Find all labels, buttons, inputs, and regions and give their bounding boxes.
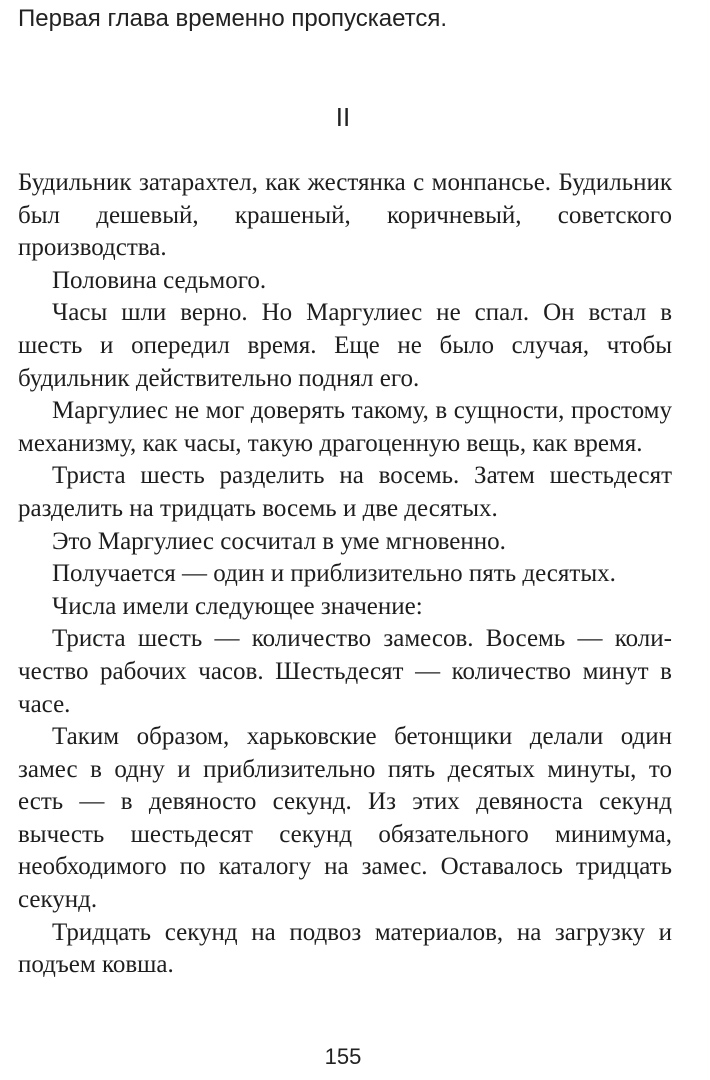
- paragraph: Половина седьмого.: [52, 266, 267, 294]
- chapter-text: [18, 167, 672, 982]
- paragraph: Это Маргулиес сосчитал в уме мгновенно.: [52, 527, 506, 555]
- paragraph: Тридцать секунд на подвоз материалов, на загрузку и подъем ковша.: [18, 918, 672, 979]
- paragraph: Числа имели следующее значение:: [52, 592, 423, 620]
- paragraph: Маргулиес не мог доверять такому, в сущности, простому механизму, как часы, такую драгоценную вещь, как время.: [18, 397, 672, 457]
- intro-line: Первая глава временно пропускается.: [18, 5, 448, 32]
- paragraph: Получается — один и приблизительно пять десятых.: [52, 560, 616, 588]
- page-number: 155: [324, 1044, 362, 1069]
- chapter-number: II: [335, 102, 351, 132]
- paragraph: Будильник затарахтел, как жестянка с монпансье. Будильник был дешевый, крашеный, коричневый, советского производства.: [18, 169, 672, 262]
- paragraph: Часы шли верно. Но Маргулиес не спал. Он встал в шесть и опередил время. Еще не было случая, чтобы будильник действительно поднял его.: [18, 299, 672, 392]
- paragraph: Таким образом, харьковские бетонщики делали один замес в одну и приблизительно пять десятых минуты, то есть — в девяносто секунд. Из этих девяноста секунд вычесть шестьдесят секунд обязательного минимума, необходимого по каталогу на замес. Оставалось тридцать секунд.: [18, 723, 672, 914]
- paragraph: Триста шесть — количество замесов. Восемь — количество рабочих часов. Шестьдесят — количество минут в часе.: [18, 625, 672, 718]
- paragraph: Триста шесть разделить на восемь. Затем шестьдесят разделить на тридцать восемь и две десятых.: [18, 462, 672, 522]
